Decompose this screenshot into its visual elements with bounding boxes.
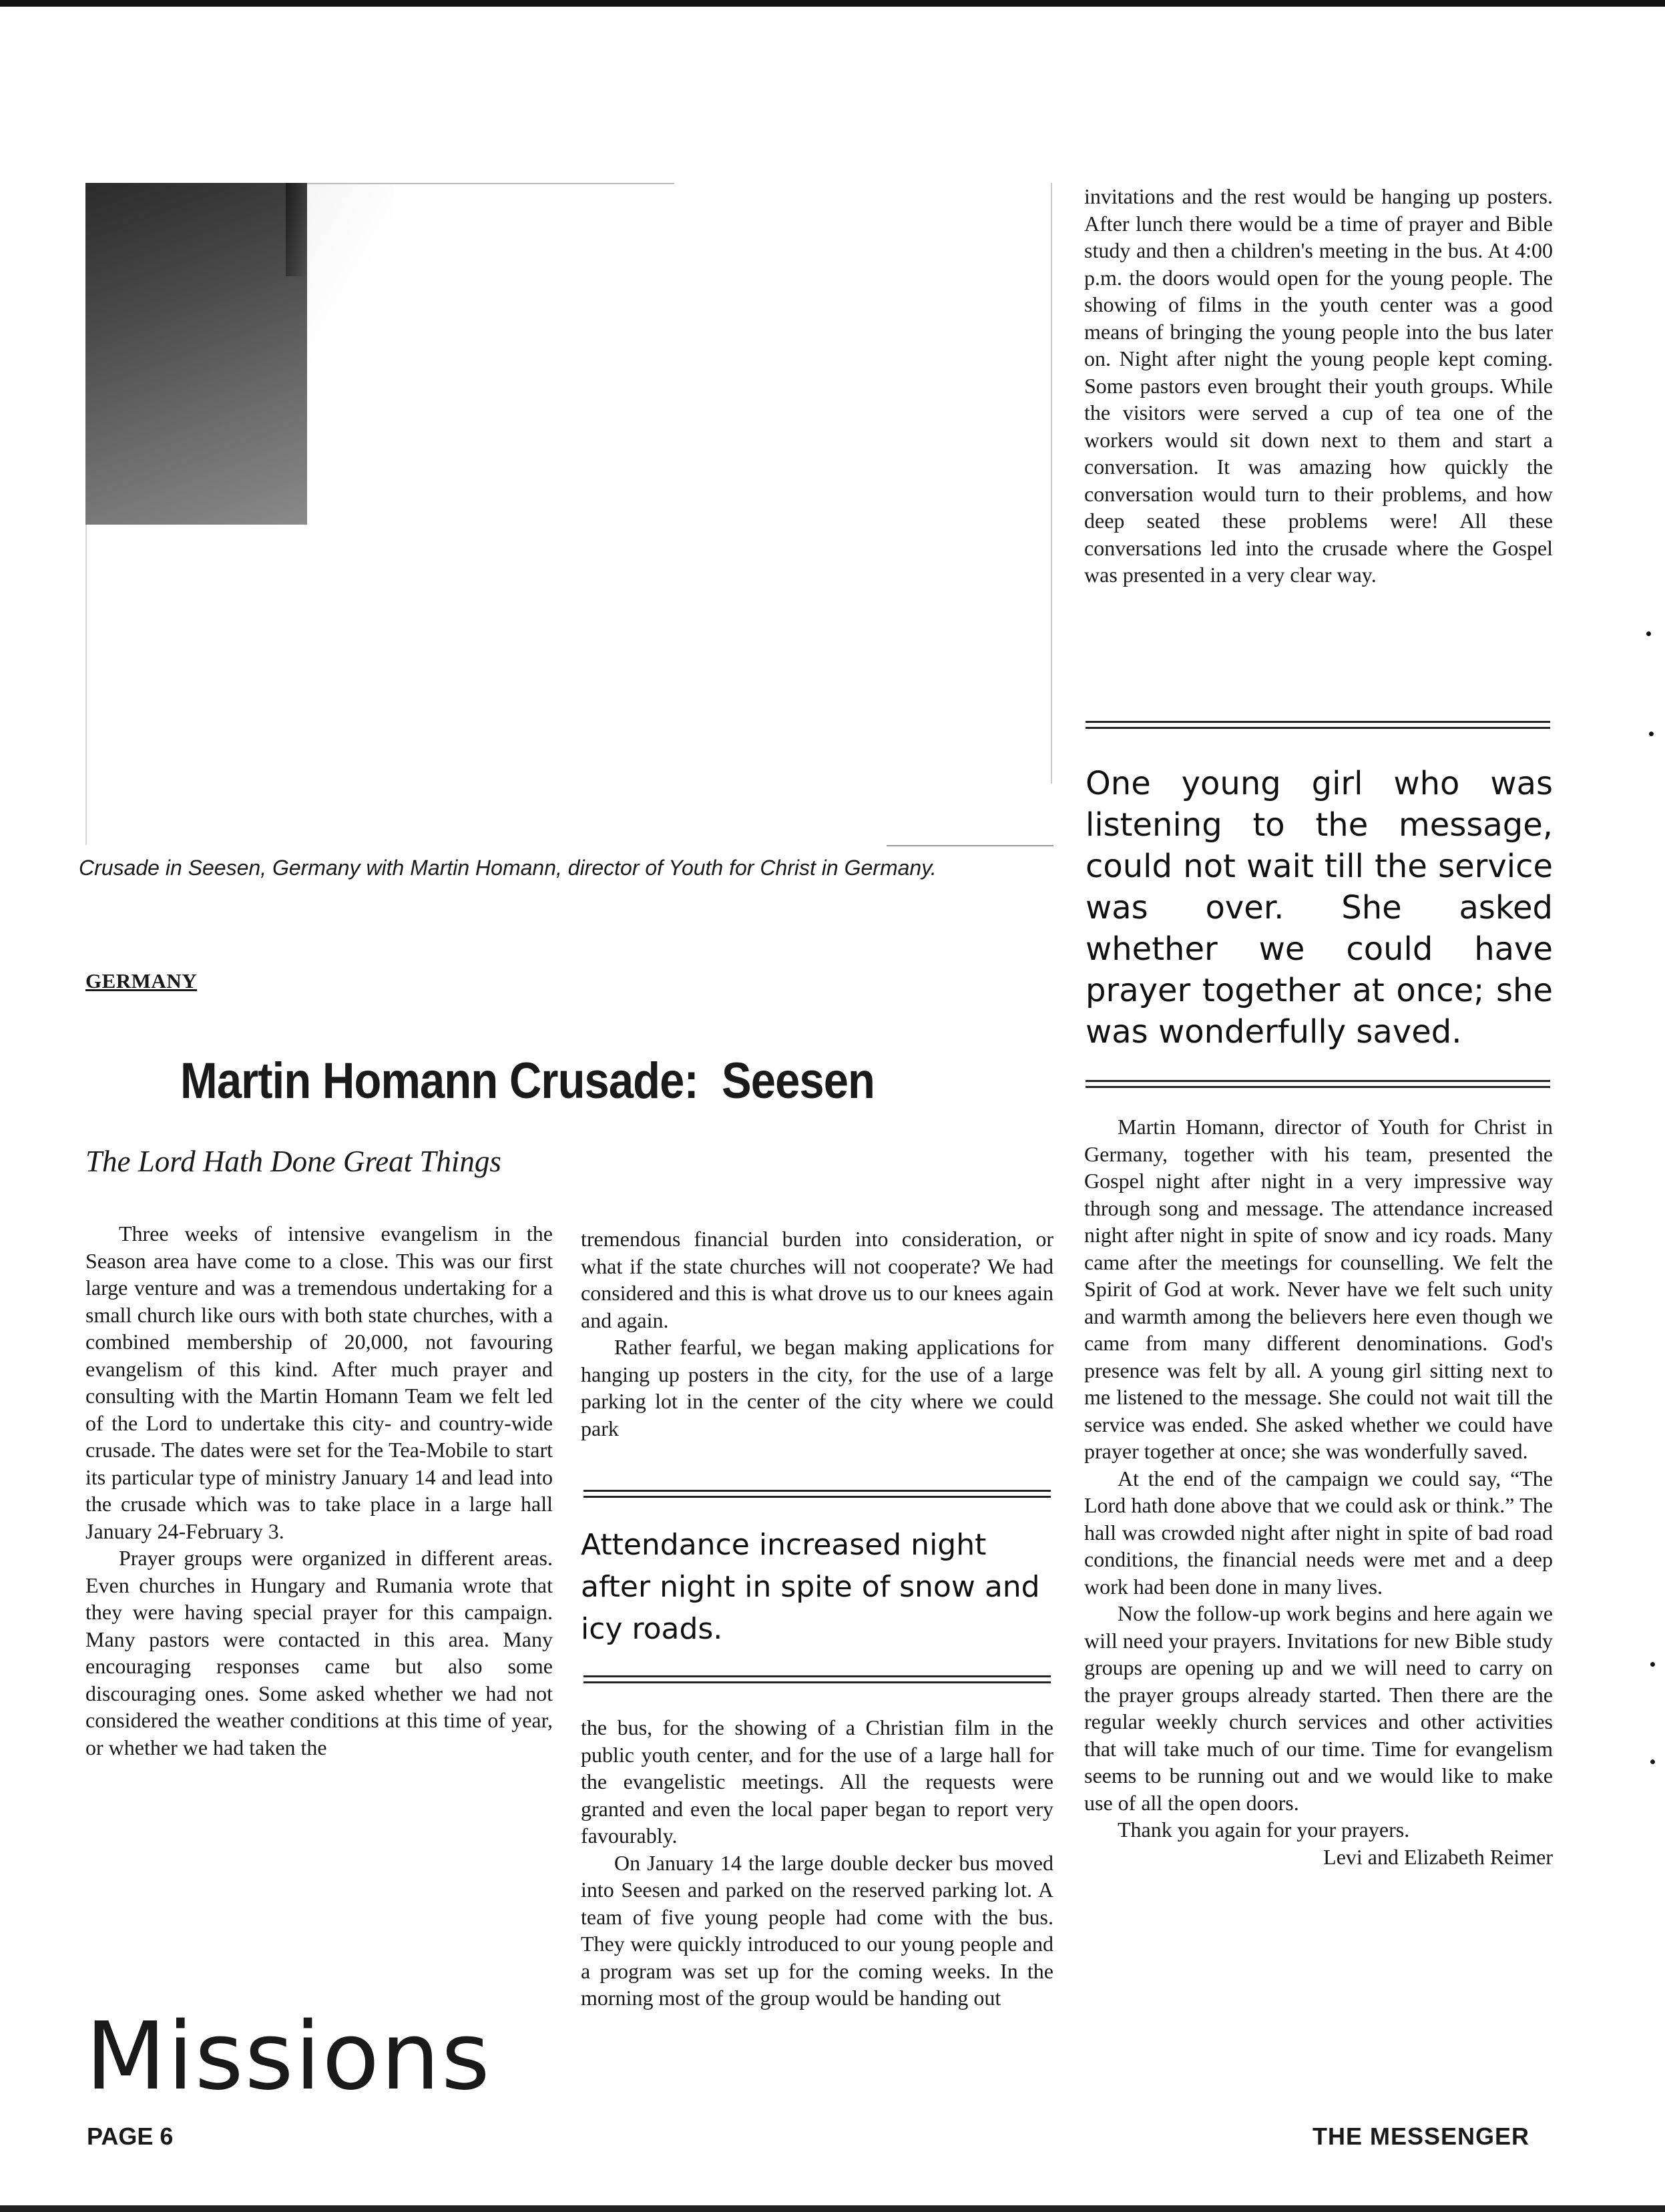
article-column-2-bottom bbox=[581, 1714, 1053, 2012]
paragraph: the bus, for the showing of a Christian film in the public youth center, and for the use of a large hall for the evangelistic meetings. All the requests were granted and even the local paper began to report very favourably. bbox=[581, 1715, 1053, 1848]
crusade-photo bbox=[85, 183, 1053, 848]
headline-part2: Seesen bbox=[722, 1053, 875, 1109]
article-column-3-top bbox=[1084, 183, 1553, 589]
page-bottom-border bbox=[0, 2205, 1665, 2212]
article-column-1 bbox=[85, 1220, 553, 1761]
article-subhead: The Lord Hath Done Great Things bbox=[85, 1145, 501, 1178]
pull-quote-young-girl: One young girl who was listening to the message, could not wait till the service was over. She asked whether we could have prayer together at once; she was wonderfully saved. bbox=[1086, 765, 1553, 1051]
publication-name: THE MESSENGER bbox=[1313, 2123, 1530, 2150]
paragraph: Three weeks of intensive evangelism in the Season area have come to a close. This was our first large venture and was a tremendous undertaking for a small church like ours with both state churches, with a combined membership of 20,000, not favouring evangelism of this kind. After much prayer and consulting with the Martin Homann Team we felt led of the Lord to undertake this city- and country-wide crusade. The dates were set for the Tea-Mobile to start its particular type of ministry January 14 and lead into the crusade which was to take place in a large hall January 24-February 3. bbox=[85, 1221, 553, 1543]
article-column-3-bottom bbox=[1084, 1113, 1553, 1870]
photo-edge-top bbox=[307, 183, 674, 184]
article-headline bbox=[180, 1048, 944, 1115]
paragraph: Rather fearful, we began making applications for hanging up posters in the city, for the use of a large parking lot in the center of the city where we could park bbox=[581, 1335, 1053, 1440]
pull-quote-attendance: Attendance increased night after night in spite of snow and icy roads. bbox=[581, 1528, 1040, 1646]
article-signature: Levi and Elizabeth Reimer bbox=[1323, 1844, 1553, 1869]
section-label: GERMANY bbox=[85, 969, 198, 993]
page-number: PAGE 6 bbox=[87, 2123, 174, 2150]
paragraph: On January 14 the large double decker bus moved into Seesen and parked on the reserved parking lot. A team of five young people had come with the bus. They were quickly introduced to our young people and a program was set up for the coming weeks. In the morning most of the group would be handing out bbox=[581, 1850, 1053, 2010]
paragraph: Martin Homann, director of Youth for Christ in Germany, together with his team, presented the Gospel night after night in a very impressive way through song and message. The attendance increased night after night in spite of snow and icy roads. Many came after the meetings for counselling. We felt the Spirit of God at work. Never have we felt such unity and warmth among the believers here even though we came from many different denominations. God's presence was felt by all. A young girl sitting next to me listened to the message. She could not wait till the service was ended. She asked whether we could have prayer together at once; she was wonderfully saved. bbox=[1084, 1115, 1553, 1463]
photo-light-region bbox=[307, 183, 394, 525]
scan-speck bbox=[1650, 1759, 1655, 1764]
photo-dark-region bbox=[85, 183, 307, 525]
photo-edge-right bbox=[1051, 183, 1052, 784]
scan-speck bbox=[1646, 631, 1651, 636]
photo-edge-bottom bbox=[887, 845, 1053, 846]
paragraph: At the end of the campaign we could say, “The Lord hath done above that we could ask or think.” The hall was crowded night after night in spite of bad road conditions, the financial needs were met and a deep work had been done in many lives. bbox=[1084, 1466, 1553, 1599]
paragraph: invitations and the rest would be hanging up posters. After lunch there would be a time of prayer and Bible study and then a children's meeting in the bus. At 4:00 p.m. the doors would open for the young people. The showing of films in the youth center was a good means of bringing the young people into the bus later on. Night after night the young people kept coming. Some pastors even brought their youth groups. While the visitors were served a cup of tea one of the workers would sit down next to them and start a conversation. It was amazing how quickly the conversation would turn to their problems, and how deep seated these problems were! All these conversations led into the crusade where the Gospel was presented in a very clear way. bbox=[1084, 184, 1553, 587]
pull-quote-rule-bottom bbox=[583, 1675, 1051, 1683]
paragraph: Thank you again for your prayers. bbox=[1118, 1818, 1410, 1842]
pull-quote-rule-bottom bbox=[1086, 1080, 1550, 1088]
scan-speck bbox=[1650, 1662, 1655, 1667]
photo-caption: Crusade in Seesen, Germany with Martin Homann, director of Youth for Christ in Germany. bbox=[79, 856, 937, 880]
section-title-missions: Missions bbox=[85, 2002, 491, 2111]
article-column-2-top bbox=[581, 1225, 1053, 1442]
photo-edge-left bbox=[85, 525, 87, 845]
pull-quote-rule-top bbox=[1086, 721, 1550, 729]
pull-quote-rule-top bbox=[583, 1490, 1051, 1498]
headline-part1: Martin Homann Crusade: bbox=[180, 1053, 698, 1109]
paragraph: Now the follow-up work begins and here again we will need your prayers. Invitations for new Bible study groups are opening up and we will need to carry on the prayer groups already started. Then there are the regular weekly church services and other activities that will take much of our time. Time for evangelism seems to be running out and we would like to make use of all the open doors. bbox=[1084, 1601, 1553, 1815]
scan-speck bbox=[1649, 732, 1654, 736]
paragraph: tremendous financial burden into consideration, or what if the state churches will not cooperate? We had considered and this is what drove us to our knees again and again. bbox=[581, 1227, 1053, 1332]
page-top-border bbox=[0, 0, 1665, 7]
paragraph: Prayer groups were organized in different areas. Even churches in Hungary and Rumania wrote that they were having special prayer for this campaign. Many pastors were contacted in this area. Many encouraging responses came but also some discouraging ones. Some asked whether we had not considered the weather conditions at this time of year, or whether we had taken the bbox=[85, 1546, 553, 1759]
